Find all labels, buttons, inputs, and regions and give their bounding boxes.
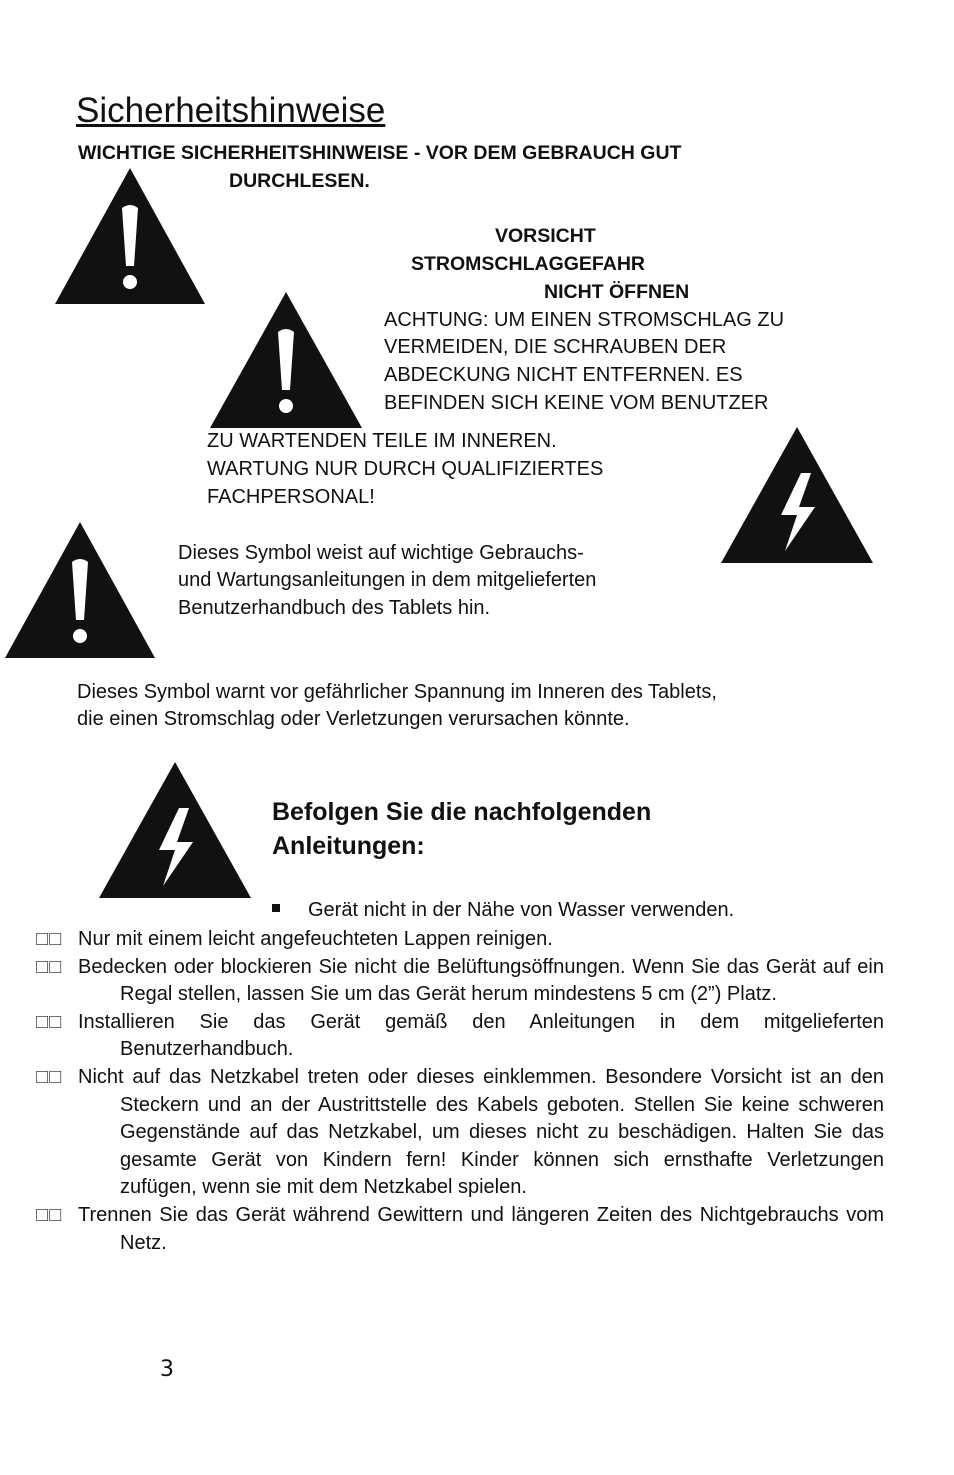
page-title: Sicherheitshinweise — [76, 91, 386, 130]
list-item: □□ Installieren Sie das Gerät gemäß den Anleitungen in dem mitgelieferten Benutzerhandbuch. — [36, 1010, 884, 1061]
caution-line-3: NICHT ÖFFNEN — [544, 281, 690, 303]
exclamation-triangle-icon — [208, 290, 364, 430]
exclamation-triangle-icon — [3, 520, 157, 660]
intro-line-2: DURCHLESEN. — [229, 170, 370, 192]
page-number: 3 — [160, 1357, 174, 1382]
lightning-desc-line-1: Dieses Symbol warnt vor gefährlicher Spannung im Inneren des Tablets, — [77, 681, 717, 703]
bullet-square-icon — [272, 904, 280, 912]
list-item: □□ Nur mit einem leicht angefeuchteten Lappen reinigen. — [36, 928, 553, 950]
bullet-text: Gerät nicht in der Nähe von Wasser verwenden. — [308, 899, 735, 921]
lightning-triangle-icon — [719, 425, 875, 565]
warning-line-6: WARTUNG NUR DURCH QUALIFIZIERTES — [207, 458, 604, 480]
caution-line-2: STROMSCHLAGGEFAHR — [411, 253, 645, 275]
warning-line-7: FACHPERSONAL! — [207, 486, 375, 508]
instructions-heading — [272, 795, 651, 863]
instructions-heading-line-1: Befolgen Sie die nachfolgenden — [272, 798, 652, 826]
list-item: □□ Nicht auf das Netzkabel treten oder dieses einklemmen. Besondere Vorsicht ist an den Steckern und an der Austrittstelle des Kabels geboten. Stellen Sie keine schweren Gegenstände auf das Netzkabel, um dieses nicht zu beschädigen. Halten Sie das gesamte Gerät von Kindern fern! Kinder können sich ernsthafte Verletzungen zufügen, wenn sie mit dem Netzkabel spielen. — [36, 1065, 884, 1199]
lightning-triangle-icon — [97, 760, 253, 900]
exclamation-desc-line-3: Benutzerhandbuch des Tablets hin. — [178, 597, 491, 619]
warning-line-5: ZU WARTENDEN TEILE IM INNEREN. — [207, 430, 557, 452]
lightning-desc-line-2: die einen Stromschlag oder Verletzungen verursachen könnte. — [77, 708, 630, 730]
instructions-heading-line-2: Anleitungen: — [272, 832, 425, 860]
exclamation-triangle-icon — [53, 166, 207, 306]
bullet-item — [272, 896, 734, 924]
warning-line-4: BEFINDEN SICH KEINE VOM BENUTZER — [384, 392, 769, 414]
warning-line-3: ABDECKUNG NICHT ENTFERNEN. ES — [384, 364, 743, 386]
caution-line-1: VORSICHT — [495, 225, 596, 247]
exclamation-desc-line-2: und Wartungsanleitungen in dem mitgelieferten — [178, 569, 597, 591]
list-item: □□ Bedecken oder blockieren Sie nicht die Belüftungsöffnungen. Wenn Sie das Gerät auf ein Regal stellen, lassen Sie um das Gerät herum mindestens 5 cm (2”) Platz. — [36, 955, 884, 1006]
list-item: □□ Trennen Sie das Gerät während Gewittern und längeren Zeiten des Nichtgebrauchs vom Netz. — [36, 1203, 884, 1254]
warning-line-1: ACHTUNG: UM EINEN STROMSCHLAG ZU — [384, 309, 785, 331]
instruction-list — [36, 926, 884, 1257]
warning-line-2: VERMEIDEN, DIE SCHRAUBEN DER — [384, 336, 727, 358]
intro-line-1: WICHTIGE SICHERHEITSHINWEISE - VOR DEM GEBRAUCH GUT — [78, 142, 682, 164]
exclamation-desc-line-1: Dieses Symbol weist auf wichtige Gebrauchs- — [178, 542, 584, 564]
